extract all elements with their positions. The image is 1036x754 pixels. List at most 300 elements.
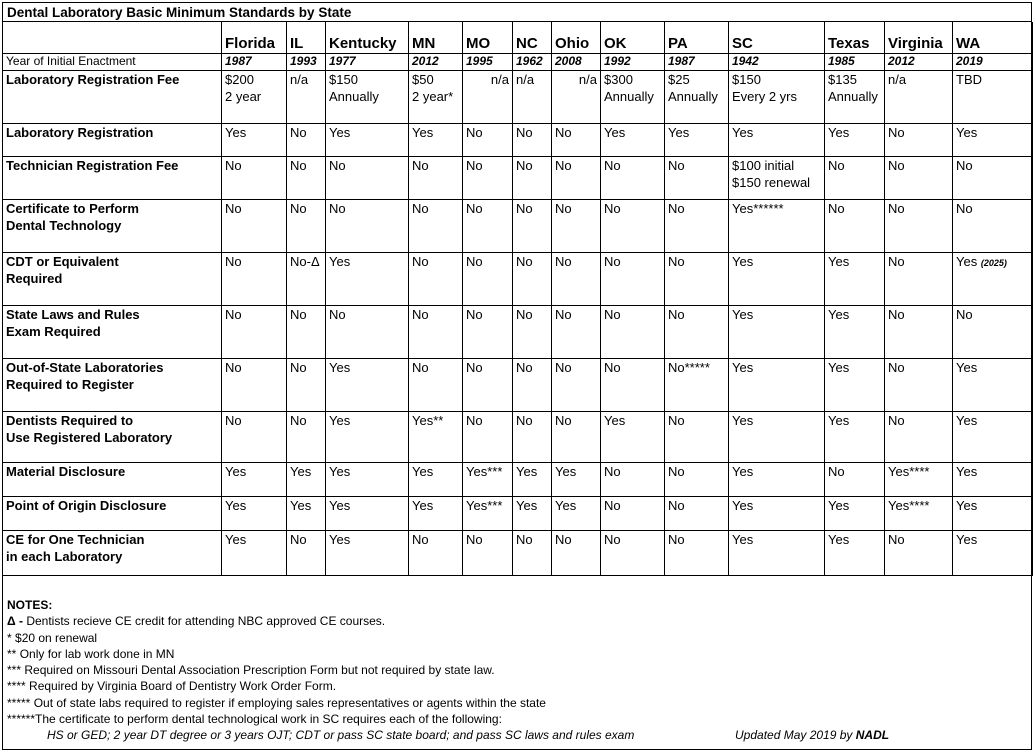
table-cell: [409, 200, 463, 253]
cell-text: Yes: [828, 532, 850, 547]
note-marker: **: [7, 646, 17, 661]
table-cell: [885, 359, 953, 412]
cell-text: No: [329, 307, 346, 322]
table-cell: [601, 531, 665, 576]
state-header: OK: [601, 22, 665, 54]
note-marker: *****: [7, 695, 31, 710]
page-title: Dental Laboratory Basic Minimum Standards by State: [3, 3, 1031, 22]
cell-text: Yes: [956, 464, 978, 479]
cell-text: No: [290, 201, 307, 216]
table-cell: [287, 157, 326, 200]
cell-text: No: [555, 532, 572, 547]
table-cell: [552, 463, 601, 497]
table-cell: [409, 71, 463, 124]
cell-text: Yes: [329, 360, 351, 375]
cell-text: No: [466, 307, 483, 322]
cell-text: No: [668, 201, 685, 216]
state-header: Texas: [825, 22, 885, 54]
table-row: [3, 359, 1033, 412]
cell-text: Yes: [225, 125, 247, 140]
state-header: WA: [953, 22, 1033, 54]
table-cell: [222, 359, 287, 412]
year-cell: 2019: [953, 54, 1033, 71]
table-row: [3, 253, 1033, 306]
table-cell: [885, 157, 953, 200]
cell-text: Yes**: [412, 413, 444, 428]
note-line: [7, 711, 1027, 727]
table-cell: [222, 412, 287, 463]
cell-text: $150: [732, 72, 761, 87]
cell-text: Yes: [290, 498, 312, 513]
year-cell: 1942: [729, 54, 825, 71]
state-header: SC: [729, 22, 825, 54]
table-cell: [601, 200, 665, 253]
cell-text: Yes: [516, 464, 538, 479]
table-cell: [729, 157, 825, 200]
table-cell: [409, 412, 463, 463]
table-cell: [885, 531, 953, 576]
year-row: [3, 54, 1033, 71]
table-cell: [729, 359, 825, 412]
cell-text: n/a: [888, 72, 907, 87]
table-cell: [222, 157, 287, 200]
cell-text: No: [828, 201, 845, 216]
table-cell: [409, 531, 463, 576]
table-cell: [953, 124, 1033, 157]
table-cell: [825, 463, 885, 497]
cell-text: No: [516, 125, 533, 140]
cell-text: No: [888, 158, 905, 173]
cell-text: No: [668, 307, 685, 322]
year-cell: 1995: [463, 54, 513, 71]
cell-text: n/a: [578, 72, 597, 87]
cell-text: No: [412, 307, 429, 322]
cell-text: No: [516, 201, 533, 216]
row-label-line: Technician Registration Fee: [6, 158, 179, 173]
row-label-line: Dentists Required to: [6, 413, 134, 428]
row-label-line: Exam Required: [6, 324, 101, 339]
cell-text: No: [555, 125, 572, 140]
row-label-line: Certificate to Perform: [6, 201, 139, 216]
table-cell: [222, 253, 287, 306]
note-line: [7, 630, 1027, 646]
table-cell: [665, 463, 729, 497]
cell-text: No: [888, 532, 905, 547]
footer-text: HS or GED; 2 year DT degree or 3 years OJT; CDT or pass SC state board; and pass SC laws and rules exam: [47, 728, 635, 743]
note-line: [7, 613, 1027, 629]
cell-text: No: [516, 158, 533, 173]
cell-text: Yes***: [466, 464, 503, 479]
state-header: Ohio: [552, 22, 601, 54]
cell-text: No: [225, 158, 242, 173]
table-cell: [885, 124, 953, 157]
cell-text: $50: [412, 72, 434, 87]
table-cell: [287, 531, 326, 576]
row-label-line: Laboratory Registration Fee: [6, 72, 180, 87]
year-cell: 2012: [409, 54, 463, 71]
table-cell: [665, 412, 729, 463]
cell-text: Yes: [412, 498, 434, 513]
year-cell: 2008: [552, 54, 601, 71]
cell-text: No: [828, 464, 845, 479]
table-row: [3, 124, 1033, 157]
year-cell: 1987: [222, 54, 287, 71]
note-text: Dentists recieve CE credit for attending NBC approved CE courses.: [26, 614, 386, 629]
cell-text: No: [668, 498, 685, 513]
table-cell: [463, 531, 513, 576]
table-cell: [665, 497, 729, 531]
header-corner: [3, 22, 222, 54]
cell-text: No: [555, 158, 572, 173]
updated-org: NADL: [855, 728, 890, 743]
cell-text: No: [956, 201, 973, 216]
cell-text: Yes: [732, 464, 754, 479]
table-row: [3, 157, 1033, 200]
row-label-line: Point of Origin Disclosure: [6, 498, 167, 513]
cell-text: No: [516, 307, 533, 322]
cell-text: No: [604, 201, 621, 216]
cell-text: No: [604, 254, 621, 269]
table-cell: [409, 306, 463, 359]
cell-text: Yes: [225, 498, 247, 513]
table-cell: [409, 253, 463, 306]
state-header: PA: [665, 22, 729, 54]
table-cell: [552, 71, 601, 124]
cell-text: No: [225, 413, 242, 428]
table-cell: [287, 412, 326, 463]
table-cell: [463, 71, 513, 124]
table-cell: [222, 531, 287, 576]
cell-text: No: [290, 532, 307, 547]
cell-text: No: [412, 360, 429, 375]
table-cell: [552, 359, 601, 412]
cell-text: No: [668, 464, 685, 479]
table-cell: [729, 71, 825, 124]
note-text: $20 on renewal: [15, 630, 98, 645]
cell-note: (2025): [980, 258, 1007, 268]
cell-text: No: [604, 532, 621, 547]
updated-note: [735, 727, 889, 743]
table-cell: [885, 253, 953, 306]
cell-text: No: [555, 254, 572, 269]
table-cell: [953, 200, 1033, 253]
table-row: [3, 200, 1033, 253]
cell-text: Yes: [732, 254, 754, 269]
cell-text: Yes****: [888, 498, 930, 513]
table-cell: [729, 412, 825, 463]
cell-text: No: [555, 201, 572, 216]
cell-text: No: [225, 307, 242, 322]
cell-text: Yes: [329, 125, 351, 140]
cell-text: Yes: [732, 532, 754, 547]
notes-section: [7, 597, 1027, 744]
note-text: Required on Missouri Dental Association Prescription Form but not required by state law.: [24, 663, 495, 678]
table-cell: [552, 157, 601, 200]
note-line: [7, 662, 1027, 678]
table-cell: [552, 531, 601, 576]
table-cell: [287, 497, 326, 531]
note-marker: ***: [7, 663, 22, 678]
cell-text: No: [466, 158, 483, 173]
table-cell: [287, 124, 326, 157]
cell-text: Yes: [329, 532, 351, 547]
cell-text: No: [412, 532, 429, 547]
state-header: Florida: [222, 22, 287, 54]
cell-text: $300: [604, 72, 633, 87]
table-cell: [601, 124, 665, 157]
table-cell: [463, 253, 513, 306]
table-cell: [601, 497, 665, 531]
row-label-line: Use Registered Laboratory: [6, 430, 173, 445]
cell-text: No: [668, 254, 685, 269]
cell-text: n/a: [490, 72, 509, 87]
table-cell: [729, 531, 825, 576]
cell-text: No: [888, 307, 905, 322]
table-cell: [222, 463, 287, 497]
table-cell: [326, 531, 409, 576]
cell-text: Yes******: [732, 201, 784, 216]
table-cell: [513, 531, 552, 576]
note-marker: ****: [7, 679, 26, 694]
table-cell: [601, 306, 665, 359]
cell-text: Yes: [329, 254, 351, 269]
row-label-line: Required: [6, 271, 63, 286]
table-cell: [825, 71, 885, 124]
table-cell: [326, 497, 409, 531]
table-cell: [287, 253, 326, 306]
cell-text: Yes: [956, 498, 978, 513]
cell-text: Yes: [956, 125, 978, 140]
state-header: Kentucky: [326, 22, 409, 54]
note-text: Out of state labs required to register if employing sales representatives or agents within the state: [33, 695, 546, 710]
cell-text: No: [329, 158, 346, 173]
state-header: IL: [287, 22, 326, 54]
table-cell: [513, 71, 552, 124]
cell-text: No: [225, 360, 242, 375]
row-label: [3, 497, 222, 531]
table-cell: [601, 253, 665, 306]
cell-text: No: [290, 158, 307, 173]
table-cell: [885, 412, 953, 463]
cell-text: 2 year*: [412, 89, 454, 104]
cell-text: No: [466, 360, 483, 375]
cell-text: Yes: [828, 498, 850, 513]
cell-text: No*****: [668, 360, 710, 375]
table-cell: [326, 71, 409, 124]
table-cell: [825, 412, 885, 463]
cell-text: Yes: [668, 125, 690, 140]
standards-table: [2, 22, 1033, 576]
cell-text: TBD: [956, 72, 982, 87]
table-cell: [463, 306, 513, 359]
table-cell: [222, 497, 287, 531]
cell-text: No: [604, 498, 621, 513]
table-cell: [953, 531, 1033, 576]
standards-sheet: [2, 2, 1032, 750]
table-cell: [665, 253, 729, 306]
table-cell: [287, 200, 326, 253]
row-label-line: CDT or Equivalent: [6, 254, 119, 269]
table-cell: [953, 71, 1033, 124]
table-cell: [825, 200, 885, 253]
cell-text: Yes: [604, 125, 626, 140]
cell-text: Yes: [956, 532, 978, 547]
cell-text: n/a: [290, 72, 309, 87]
table-cell: [552, 253, 601, 306]
cell-text: $135: [828, 72, 857, 87]
table-cell: [326, 200, 409, 253]
cell-text: No: [888, 201, 905, 216]
table-cell: [513, 157, 552, 200]
cell-text: No: [412, 158, 429, 173]
cell-text: No: [668, 532, 685, 547]
state-header: MO: [463, 22, 513, 54]
table-cell: [463, 412, 513, 463]
table-cell: [513, 497, 552, 531]
cell-text: No: [888, 254, 905, 269]
cell-text: Yes: [329, 413, 351, 428]
note-marker: ******: [7, 712, 36, 727]
cell-text: No: [290, 125, 307, 140]
cell-text: No: [516, 413, 533, 428]
cell-text: $200: [225, 72, 254, 87]
table-cell: [729, 306, 825, 359]
cell-text: $100 initial: [732, 158, 795, 173]
cell-text: Yes: [225, 532, 247, 547]
table-cell: [665, 200, 729, 253]
state-header: Virginia: [885, 22, 953, 54]
table-row: [3, 497, 1033, 531]
row-label: [3, 463, 222, 497]
table-cell: [825, 124, 885, 157]
table-cell: [729, 124, 825, 157]
cell-text: $150: [329, 72, 358, 87]
table-cell: [287, 359, 326, 412]
cell-text: Yes: [225, 464, 247, 479]
cell-text: Yes: [828, 307, 850, 322]
table-cell: [409, 359, 463, 412]
table-cell: [953, 412, 1033, 463]
cell-text: Annually: [828, 89, 878, 104]
table-cell: [953, 157, 1033, 200]
cell-text: No: [466, 125, 483, 140]
table-cell: [825, 157, 885, 200]
row-label-line: Out-of-State Laboratories: [6, 360, 164, 375]
cell-text: No: [225, 201, 242, 216]
cell-text: Yes: [290, 464, 312, 479]
table-cell: [601, 71, 665, 124]
table-cell: [513, 124, 552, 157]
cell-text: No: [888, 360, 905, 375]
table-cell: [513, 253, 552, 306]
table-cell: [513, 359, 552, 412]
table-cell: [729, 463, 825, 497]
table-cell: [953, 253, 1033, 306]
row-label: [3, 253, 222, 306]
cell-text: No: [516, 360, 533, 375]
table-cell: [222, 71, 287, 124]
cell-text: No: [668, 413, 685, 428]
cell-text: No: [516, 254, 533, 269]
cell-text: No: [555, 307, 572, 322]
table-cell: [287, 463, 326, 497]
cell-text: Yes: [828, 125, 850, 140]
row-label-line: CE for One Technician: [6, 532, 145, 547]
cell-text: Yes: [732, 125, 754, 140]
table-cell: [953, 497, 1033, 531]
table-cell: [665, 531, 729, 576]
table-cell: [463, 124, 513, 157]
table-cell: [409, 124, 463, 157]
row-label: [3, 531, 222, 576]
cell-text: Yes: [516, 498, 538, 513]
cell-text: No: [828, 158, 845, 173]
table-cell: [552, 124, 601, 157]
note-line: [7, 678, 1027, 694]
note-marker: Δ -: [7, 614, 23, 629]
cell-text: No: [516, 532, 533, 547]
year-cell: 1992: [601, 54, 665, 71]
cell-text: No-Δ: [290, 254, 320, 269]
table-cell: [513, 200, 552, 253]
table-cell: [885, 200, 953, 253]
table-cell: [729, 497, 825, 531]
table-cell: [729, 253, 825, 306]
cell-text: Annually: [604, 89, 654, 104]
cell-text: Yes: [412, 125, 434, 140]
row-label: [3, 306, 222, 359]
row-label-line: Required to Register: [6, 377, 134, 392]
year-cell: 1987: [665, 54, 729, 71]
row-label-line: in each Laboratory: [6, 549, 123, 564]
year-cell: 2012: [885, 54, 953, 71]
cell-text: Yes: [329, 464, 351, 479]
cell-text: n/a: [516, 72, 535, 87]
row-label: [3, 412, 222, 463]
cell-text: Yes: [604, 413, 626, 428]
table-cell: [825, 497, 885, 531]
table-cell: [885, 463, 953, 497]
table-cell: [326, 124, 409, 157]
note-line: [7, 646, 1027, 662]
table-row: [3, 306, 1033, 359]
cell-text: No: [956, 307, 973, 322]
row-label-line: State Laws and Rules: [6, 307, 140, 322]
table-cell: [825, 359, 885, 412]
table-cell: [665, 124, 729, 157]
table-cell: [665, 157, 729, 200]
row-label-line: Material Disclosure: [6, 464, 126, 479]
cell-text: No: [555, 360, 572, 375]
note-text: Only for lab work done in MN: [19, 646, 175, 661]
cell-text: Annually: [329, 89, 379, 104]
cell-text: 2 year: [225, 89, 262, 104]
cell-text: No: [225, 254, 242, 269]
table-cell: [222, 200, 287, 253]
table-cell: [953, 463, 1033, 497]
table-cell: [552, 497, 601, 531]
cell-text: Yes: [956, 254, 978, 269]
table-cell: [326, 157, 409, 200]
table-cell: [601, 359, 665, 412]
table-row: [3, 71, 1033, 124]
table-cell: [463, 359, 513, 412]
year-cell: 1962: [513, 54, 552, 71]
row-label: [3, 200, 222, 253]
notes-heading: NOTES:: [7, 598, 53, 612]
row-label: [3, 71, 222, 124]
table-cell: [513, 463, 552, 497]
